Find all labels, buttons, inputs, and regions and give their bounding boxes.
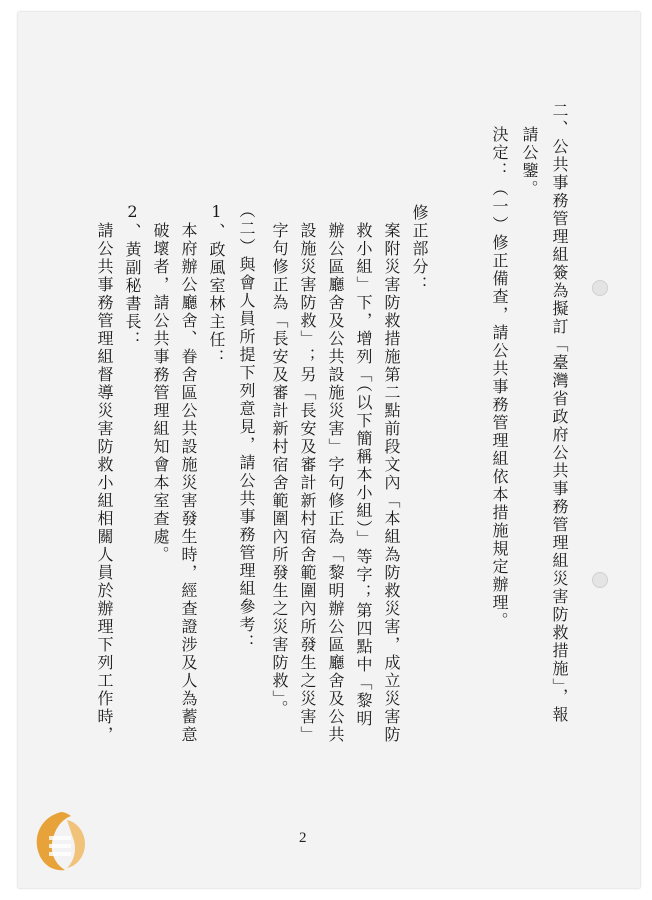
page-number: 2 [299, 830, 307, 846]
punch-hole [592, 572, 608, 588]
text-column-7: 辦公區廳舍及公共設施災害」字句修正為「黎明辦公區廳舍及公共 [326, 222, 345, 744]
text-column-6: 救小組」下，增列「（以下簡稱本小組）」等字；第四點中「黎明 [354, 222, 373, 728]
text-column-5: 案附災害防救措施第二點前段文內「本組為防救災害，成立災害防 [382, 222, 401, 744]
archive-logo-icon [25, 806, 97, 882]
text-column-15: 請公共事務管理組督導災害防救小組相關人員於辦理下列工作時， [95, 222, 114, 744]
text-column-8: 設施災害防救」；另「長安及審計新村宿舍範圍內所發生之災害」 [298, 222, 317, 744]
punch-hole [592, 280, 608, 296]
text-column-10: （二）與會人員所提下列意見，請公共事務管理組參考： [237, 202, 256, 652]
text-column-14: 2、黃副秘書長： [123, 202, 142, 349]
text-column-11: 1、政風室林主任： [207, 202, 226, 367]
text-column-3: 決定：（一）修正備查，請公共事務管理組依本措施規定辦理。 [490, 126, 509, 630]
document-page [18, 12, 640, 888]
text-column-13: 破壞者，請公共事務管理組知會本室查處。 [151, 222, 170, 564]
text-column-2: 請公鑒。 [520, 126, 539, 198]
text-column-12: 本府辦公廳舍、眷舍區公共設施災害發生時，經查證涉及人為蓄意 [179, 222, 198, 744]
text-column-9: 字句修正為「長安及審計新村宿舍範圍內所發生之災害防救」。 [270, 222, 289, 718]
text-column-4: 修正部分： [410, 204, 429, 294]
text-column-1: 二、公共事務管理組簽為擬訂「臺灣省政府公共事務管理組災害防救措施」，報 [550, 102, 569, 724]
